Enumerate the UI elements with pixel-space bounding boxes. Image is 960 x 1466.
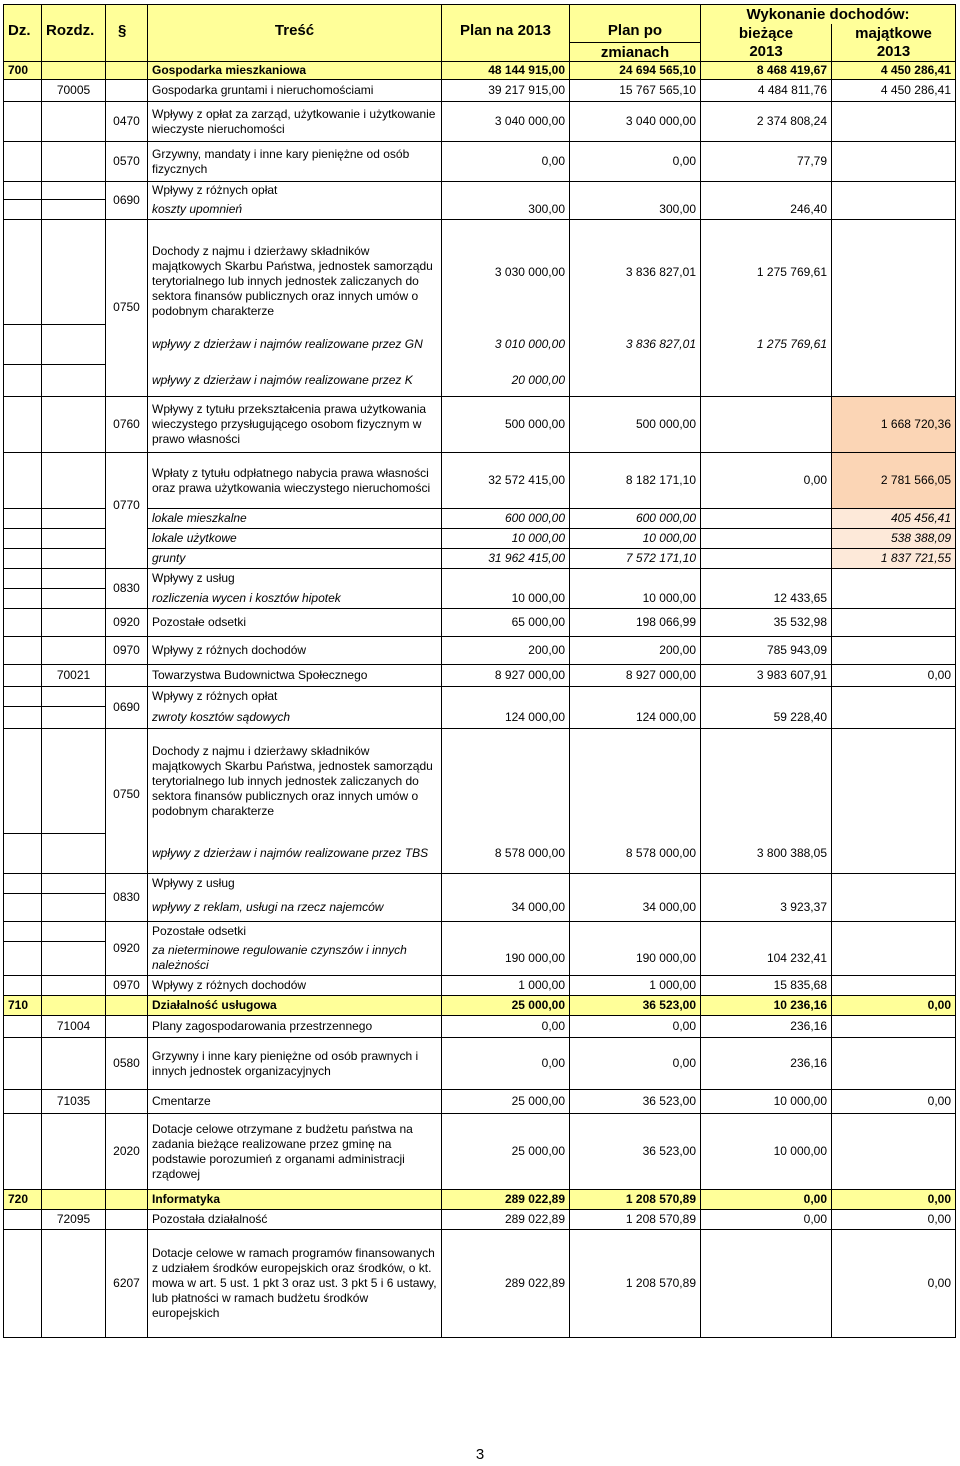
table-row: 0570 Grzywny, mandaty i inne kary pieniężne od osób fizycznych 0,00 0,00 77,79: [4, 142, 956, 182]
paragraph-icon: §: [118, 22, 127, 39]
table-row: lokale użytkowe 10 000,00 10 000,00 538 388,09: [4, 529, 956, 549]
table-row: 0750 Dochody z najmu i dzierżawy składników majątkowych Skarbu Państwa, jednostek samorządu terytorialnego lub innych jednostek zaliczanych do sektora finansów publicznych oraz innych umów o podobnym charakterze: [4, 729, 956, 834]
table-row: wpływy z dzierżaw i najmów realizowane przez GN 3 010 000,00 3 836 827,01 1 275 769,61: [4, 325, 956, 365]
header-biezace-2: 2013: [701, 43, 832, 62]
header-planpo-2: zmianach: [570, 43, 701, 62]
table-row: 0970 Wpływy z różnych dochodów 1 000,00 1 000,00 15 835,68: [4, 976, 956, 996]
table-row: rozliczenia wycen i kosztów hipotek 10 000,00 10 000,00 12 433,65: [4, 589, 956, 609]
header-biezace-1: bieżące: [701, 24, 832, 43]
table-row: 0970 Wpływy z różnych dochodów 200,00 200,00 785 943,09: [4, 637, 956, 665]
table-row: 710 Działalność usługowa 25 000,00 36 523,00 10 236,16 0,00: [4, 996, 956, 1016]
header-wykonanie: Wykonanie dochodów:: [701, 5, 956, 24]
table-row: 70005 Gospodarka gruntami i nieruchomościami 39 217 915,00 15 767 565,10 4 484 811,76 4 450 286,41: [4, 80, 956, 102]
header-dz: Dz.: [4, 5, 42, 62]
table-row: 71035 Cmentarze 25 000,00 36 523,00 10 000,00 0,00: [4, 1090, 956, 1114]
table-row: 70021 Towarzystwa Budownictwa Społecznego 8 927 000,00 8 927 000,00 3 983 607,91 0,00: [4, 665, 956, 687]
table-row: 0580 Grzywny i inne kary pieniężne od osób prawnych i innych jednostek organizacyjnych 0,00 0,00 236,16: [4, 1038, 956, 1090]
table-row: 0690 Wpływy z różnych opłat: [4, 182, 956, 200]
table-row: 0920 Pozostałe odsetki 65 000,00 198 066,99 35 532,98: [4, 609, 956, 637]
table-row: grunty 31 962 415,00 7 572 171,10 1 837 721,55: [4, 549, 956, 569]
header-planpo-1: Plan po: [570, 5, 701, 43]
table-row: 0920 Pozostałe odsetki: [4, 922, 956, 942]
table-row: 0830 Wpływy z usług: [4, 569, 956, 589]
table-row: 0690 Wpływy z różnych opłat: [4, 687, 956, 707]
table-row: wpływy z reklam, usługi na rzecz najemców 34 000,00 34 000,00 3 923,37: [4, 894, 956, 922]
header-tresc: Treść: [148, 5, 442, 62]
table-row: koszty upomnień 300,00 300,00 246,40: [4, 200, 956, 220]
header-majatkowe-2: 2013: [832, 43, 956, 62]
table-row: 0750 Dochody z najmu i dzierżawy składników majątkowych Skarbu Państwa, jednostek samorządu terytorialnego lub innych jednostek zaliczanych do sektora finansów publicznych oraz innych umów o podobnym charakterze 3 030 000,00 3 836 827,01 1 275 769,61: [4, 220, 956, 325]
table-row: 0830 Wpływy z usług: [4, 874, 956, 894]
page-number: 3: [475, 1446, 485, 1463]
table-row: za nieterminowe regulowanie czynszów i innych należności 190 000,00 190 000,00 104 232,41: [4, 942, 956, 976]
table-row: 700 Gospodarka mieszkaniowa 48 144 915,00 24 694 565,10 8 468 419,67 4 450 286,41: [4, 62, 956, 80]
table-row: 6207 Dotacje celowe w ramach programów finansowanych z udziałem środków europejskich oraz środków, o kt. mowa w art. 5 ust. 1 pkt 3 oraz ust. 3 pkt 5 i 6 ustawy, lub płatności w ramach budżetu środków europejskich 289 022,89 1 208 570,89 0,00: [4, 1230, 956, 1338]
header-plan: Plan na 2013: [442, 5, 570, 62]
table-row: 71004 Plany zagospodarowania przestrzennego 0,00 0,00 236,16: [4, 1016, 956, 1038]
header-rozdz: Rozdz.: [42, 5, 106, 62]
table-row: 0760 Wpływy z tytułu przekształcenia prawa użytkowania wieczystego przysługującego osobom fizycznym w prawo własności 500 000,00 500 000,00 1 668 720,36: [4, 397, 956, 453]
table-row: 0770 Wpłaty z tytułu odpłatnego nabycia prawa własności oraz prawa użytkowania wieczystego nieruchomości 32 572 415,00 8 182 171,10 0,00 2 781 566,05: [4, 453, 956, 509]
table-row: wpływy z dzierżaw i najmów realizowane przez K 20 000,00: [4, 365, 956, 397]
table-row: 72095 Pozostała działalność 289 022,89 1 208 570,89 0,00 0,00: [4, 1210, 956, 1230]
table-row: 2020 Dotacje celowe otrzymane z budżetu państwa na zadania bieżące realizowane przez gminę na podstawie porozumień z organami administracji rządowej 25 000,00 36 523,00 10 000,00: [4, 1114, 956, 1190]
revenue-table: [3, 4, 956, 1338]
table-row: 0470 Wpływy z opłat za zarząd, użytkowanie i użytkowanie wieczyste nieruchomości 3 040 000,00 3 040 000,00 2 374 808,24: [4, 102, 956, 142]
header-par: [106, 5, 148, 62]
table-row: 720 Informatyka 289 022,89 1 208 570,89 0,00 0,00: [4, 1190, 956, 1210]
table-row: zwroty kosztów sądowych 124 000,00 124 000,00 59 228,40: [4, 707, 956, 729]
table-row: wpływy z dzierżaw i najmów realizowane przez TBS 8 578 000,00 8 578 000,00 3 800 388,05: [4, 834, 956, 874]
table-row: lokale mieszkalne 600 000,00 600 000,00 405 456,41: [4, 509, 956, 529]
header-majatkowe-1: majątkowe: [832, 24, 956, 43]
